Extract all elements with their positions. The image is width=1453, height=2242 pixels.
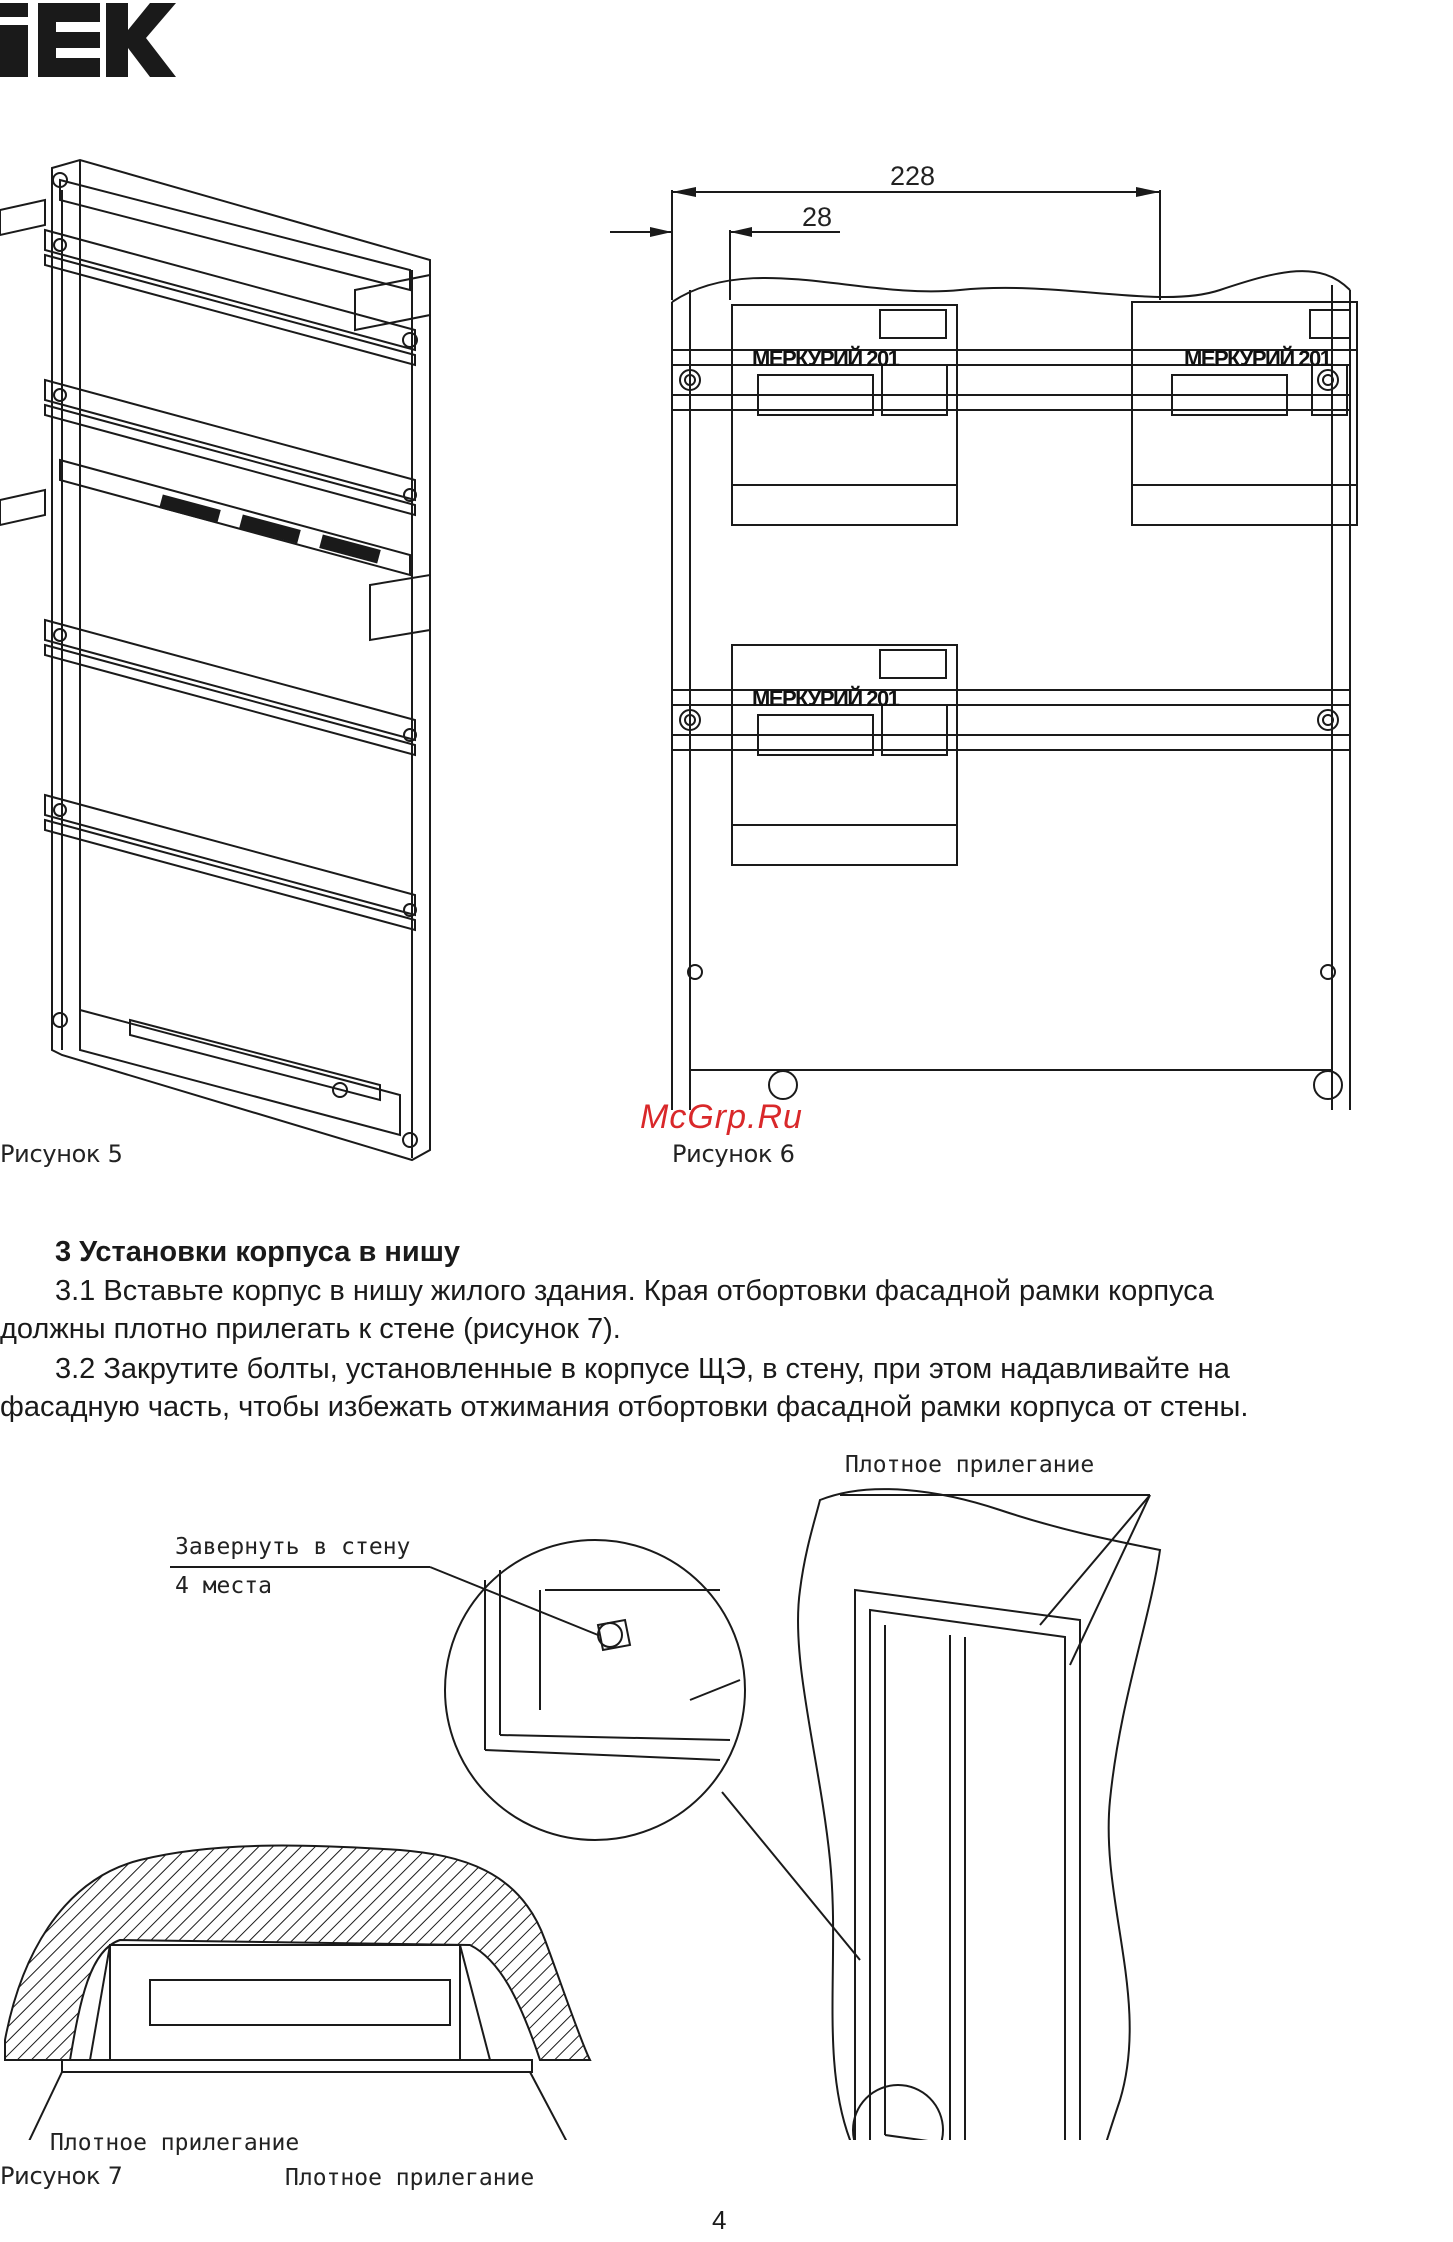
paragraph-3-2-line-2: фасадную часть, чтобы избежать отжимания отбортовки фасадной рамки корпуса от стены. <box>0 1391 1249 1423</box>
watermark: McGrp.Ru <box>640 1098 803 1136</box>
iek-logo <box>0 0 180 80</box>
label-tight-left: Плотное прилегание <box>50 2130 300 2156</box>
meter-label-2: МЕРКУРИЙ 201 <box>1184 346 1331 371</box>
paragraph-3-1-line-2: должны плотно прилегать к стене (рисунок 7). <box>0 1313 621 1345</box>
section-heading: 3 Установки корпуса в нишу <box>55 1236 460 1268</box>
label-screw-line-2: 4 места <box>175 1573 272 1599</box>
dimension-228: 228 <box>890 161 936 191</box>
paragraph-3-1-line-1: 3.1 Вставьте корпус в нишу жилого здания. Края отбортовки фасадной рамки корпуса <box>55 1275 1214 1307</box>
meter-label-3: МЕРКУРИЙ 201 <box>752 686 899 711</box>
figure-6-drawing <box>600 150 1360 1110</box>
meter-label-1: МЕРКУРИЙ 201 <box>752 346 899 371</box>
dimension-28: 28 <box>802 202 833 232</box>
figure-6-caption: Рисунок 6 <box>672 1140 795 1168</box>
figure-5-caption: Рисунок 5 <box>0 1140 123 1168</box>
label-screw-line-1: Завернуть в стену <box>175 1534 411 1560</box>
iek-logo-graphic <box>0 0 180 80</box>
paragraph-3-2-line-1: 3.2 Закрутите болты, установленные в корпусе ЩЭ, в стену, при этом надавливайте на <box>55 1353 1230 1385</box>
label-tight-right: Плотное прилегание <box>285 2165 535 2191</box>
paragraph-3-1 <box>0 1272 1440 1348</box>
page-number: 4 <box>712 2205 727 2235</box>
figure-5-drawing <box>0 150 460 1290</box>
figure-7-caption: Рисунок 7 <box>0 2162 123 2190</box>
paragraph-3-2 <box>0 1350 1440 1426</box>
label-tight-top: Плотное прилегание <box>845 1452 1095 1478</box>
